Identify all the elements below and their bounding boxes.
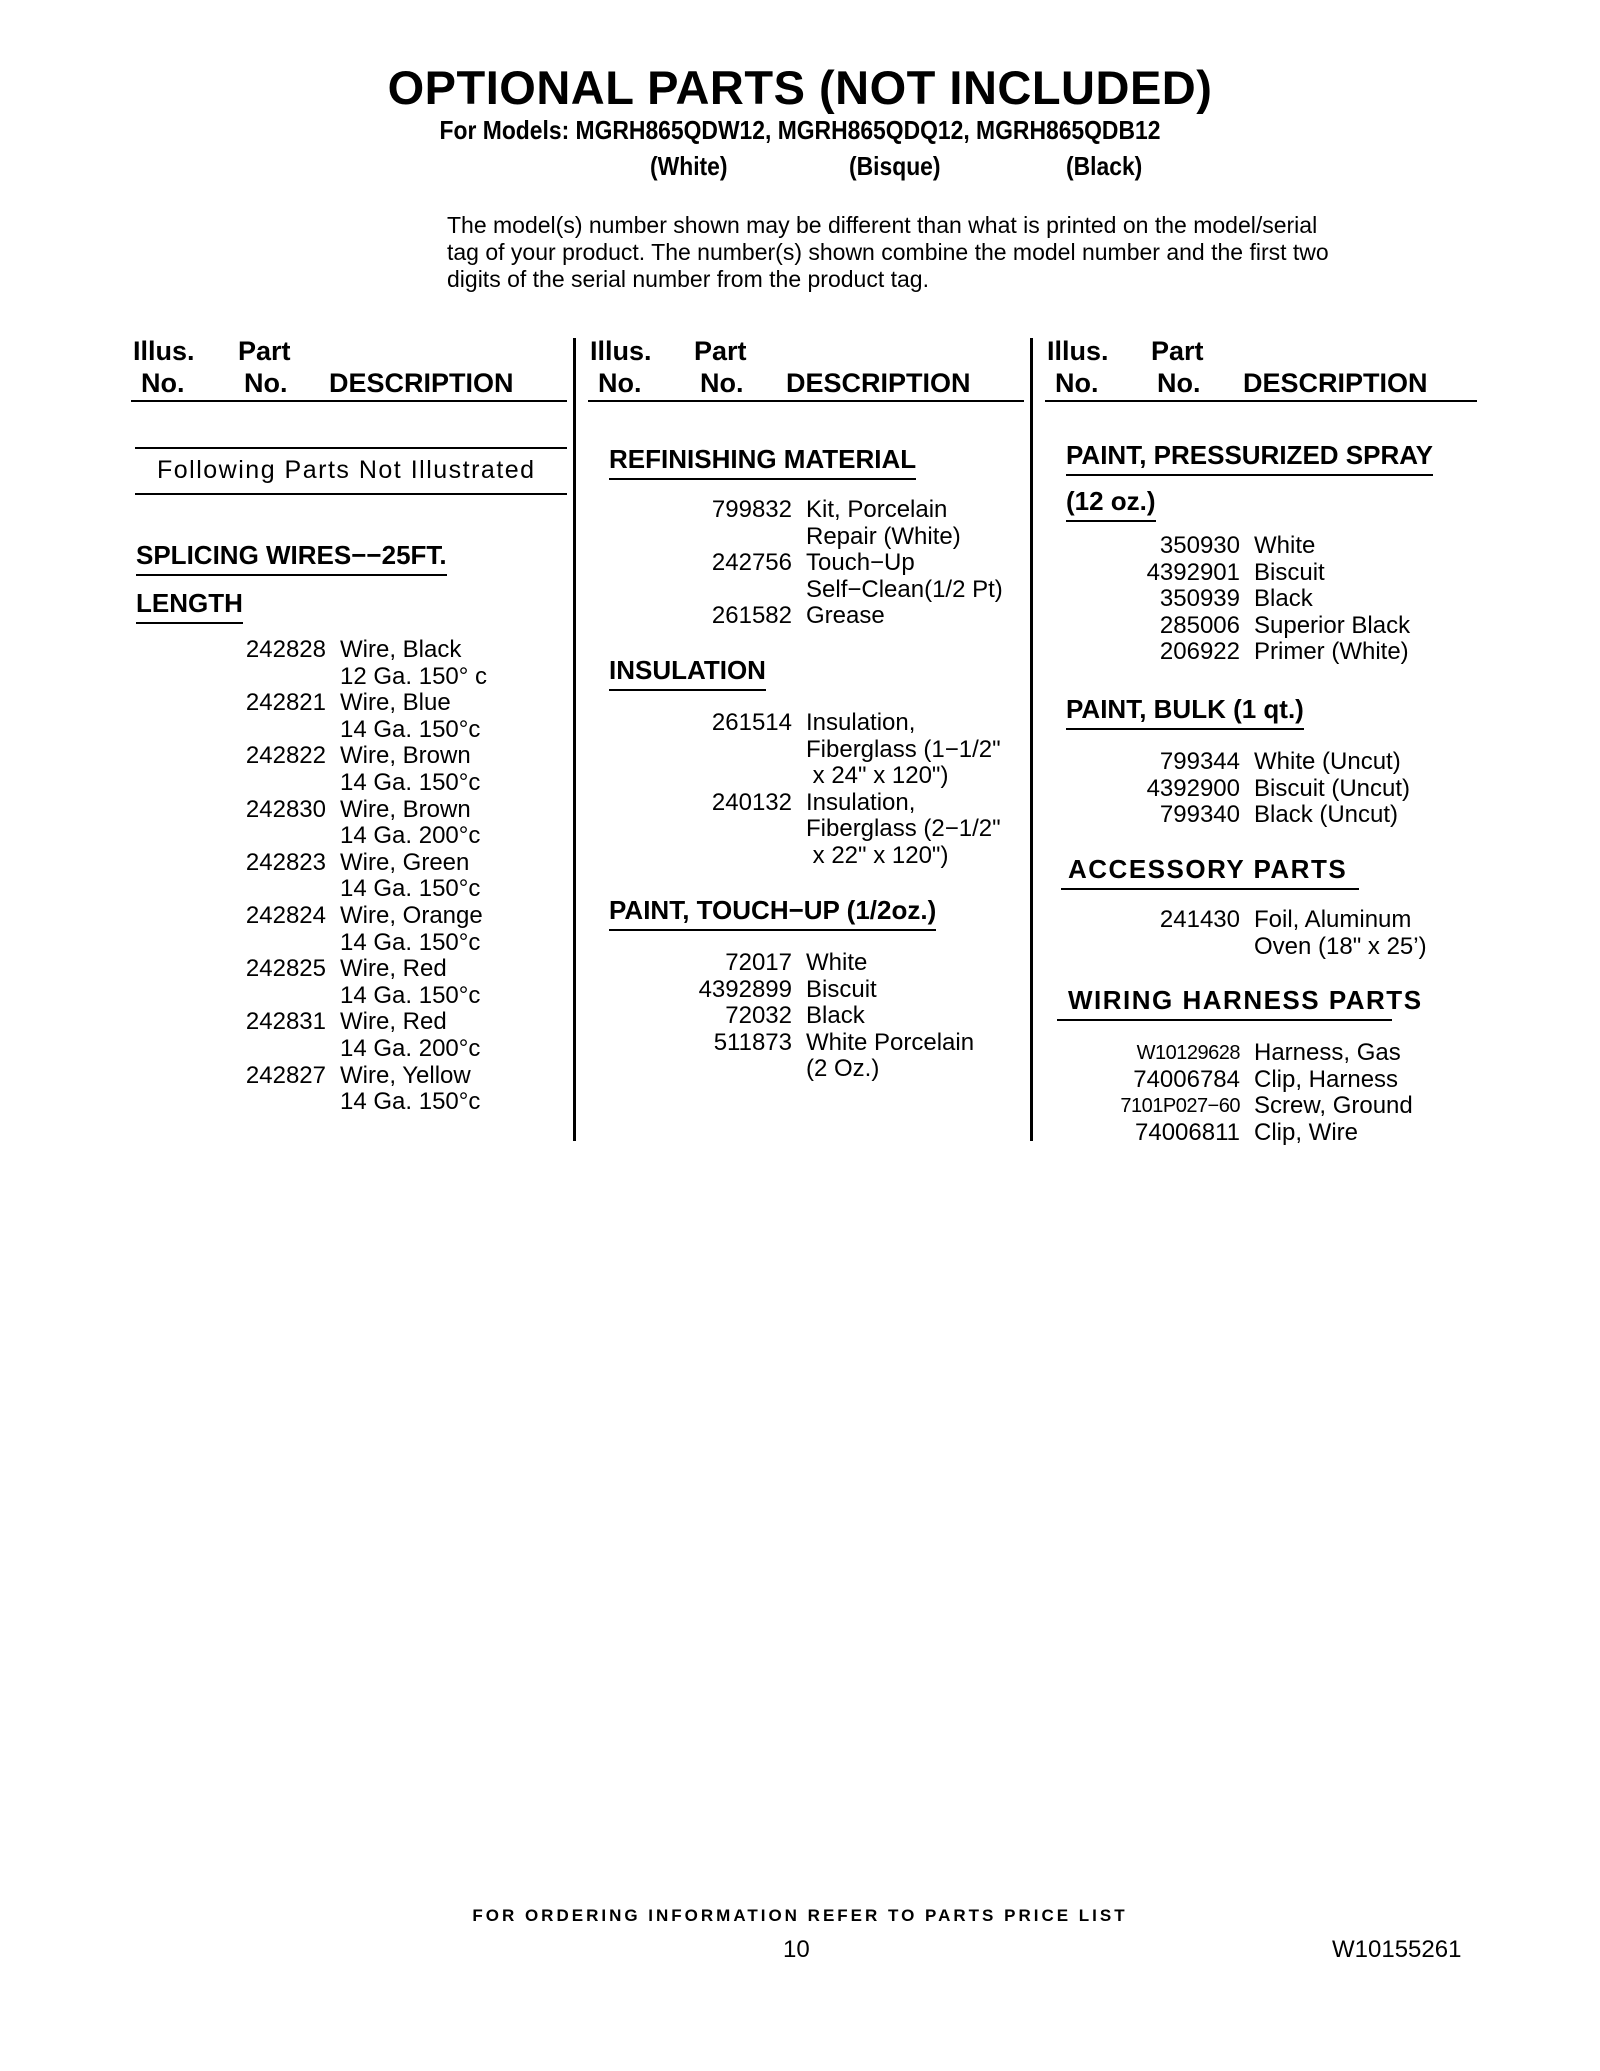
- part-description: Insulation, Fiberglass (2−1/2" x 22" x 120"): [806, 788, 1001, 869]
- part-description: Wire, Black 12 Ga. 150° c: [340, 636, 488, 690]
- wiring-rule: [1057, 1019, 1392, 1021]
- part-number: 285006: [1159, 611, 1240, 639]
- column-divider-1: [573, 338, 576, 1141]
- header-part-label: Part: [694, 336, 747, 366]
- col3-header-part: [1151, 335, 1204, 399]
- col2-header-description: DESCRIPTION: [786, 368, 971, 398]
- part-description: White Porcelain (2 Oz.): [806, 1028, 975, 1083]
- header-illus-label: Illus.: [1047, 336, 1109, 366]
- section-paint-pressurized-spray: [1066, 442, 1433, 522]
- section-title: WIRING HARNESS PARTS: [1068, 985, 1423, 1015]
- part-row: [1120, 776, 1410, 803]
- part-row: [220, 903, 487, 956]
- part-description: White (Uncut): [1254, 748, 1401, 775]
- part-row: [1120, 907, 1427, 960]
- part-number: 242756: [711, 549, 792, 577]
- part-row: [1100, 1040, 1413, 1067]
- col3-header-rule: [1045, 400, 1477, 402]
- part-description: Black: [1254, 585, 1313, 613]
- header-no-label: No.: [244, 368, 288, 398]
- part-number: 799832: [711, 496, 792, 523]
- section-paint-touch-up: [609, 897, 936, 931]
- not-illustrated-label: Following Parts Not Illustrated: [157, 456, 536, 484]
- section-insulation: [609, 657, 766, 691]
- part-number: 72032: [725, 1002, 792, 1030]
- part-number: 799340: [1159, 801, 1240, 829]
- part-description: Foil, Aluminum Oven (18" x 25’): [1254, 906, 1427, 960]
- part-description: Biscuit (Uncut): [1254, 774, 1411, 802]
- part-row: [220, 850, 487, 903]
- part-description: Clip, Wire: [1254, 1118, 1359, 1146]
- part-number: 261582: [711, 602, 792, 630]
- parts-list-accessory: [1120, 907, 1427, 960]
- part-row: [220, 690, 487, 743]
- part-number: 242824: [245, 901, 326, 929]
- part-description: Black: [806, 1002, 865, 1030]
- col2-header-part: [694, 335, 747, 399]
- section-title-line2: (12 oz.): [1066, 488, 1156, 522]
- part-description: White: [1254, 532, 1316, 559]
- col2-header-illus: [590, 335, 652, 399]
- page-title: OPTIONAL PARTS (NOT INCLUDED): [387, 61, 1213, 114]
- part-description: Wire, Brown 14 Ga. 150°c: [340, 742, 481, 796]
- part-row: [220, 956, 487, 1009]
- col2-header-rule: [588, 400, 1024, 402]
- accessory-rule: [1061, 888, 1359, 890]
- header-part-label: Part: [1151, 336, 1204, 366]
- part-row: [220, 743, 487, 796]
- part-description: Harness, Gas: [1254, 1039, 1401, 1066]
- section-wiring-harness-parts: [1068, 987, 1423, 1019]
- part-description: Screw, Ground: [1254, 1092, 1413, 1120]
- parts-list-wiring: [1100, 1040, 1413, 1146]
- part-number: 4392901: [1146, 558, 1240, 586]
- part-description: Biscuit: [1254, 558, 1325, 586]
- part-row: [680, 497, 1003, 550]
- parts-list-splicing: [220, 637, 487, 1116]
- part-number: 242821: [245, 689, 326, 717]
- not-illustrated-bottom-rule: [135, 493, 567, 495]
- part-number: 206922: [1159, 638, 1240, 666]
- col1-header-illus: [133, 335, 195, 399]
- part-number: 242825: [245, 955, 326, 983]
- section-title: REFINISHING MATERIAL: [609, 446, 916, 480]
- part-number: 7101P027−60: [1120, 1095, 1240, 1118]
- parts-list-touch-up: [680, 950, 974, 1083]
- header-illus-label: Illus.: [590, 336, 652, 366]
- ordering-info-footer: FOR ORDERING INFORMATION REFER TO PARTS PRICE LIST: [472, 1906, 1128, 1925]
- header-no-label: No.: [1055, 368, 1099, 398]
- section-title: ACCESSORY PARTS: [1068, 854, 1348, 884]
- col3-header-description: DESCRIPTION: [1243, 368, 1428, 398]
- part-description: Black (Uncut): [1254, 801, 1399, 829]
- parts-list-refinishing: [680, 497, 1003, 630]
- models-line: For Models: MGRH865QDW12, MGRH865QDQ12, MGRH865QDB12: [439, 115, 1161, 145]
- section-title: PAINT, BULK (1 qt.): [1066, 696, 1304, 730]
- part-description: Superior Black: [1254, 611, 1411, 639]
- part-description: Wire, Blue 14 Ga. 150°c: [340, 689, 481, 743]
- part-number: 4392900: [1146, 774, 1240, 802]
- section-title: PAINT, TOUCH−UP (1/2oz.): [609, 897, 936, 931]
- part-number: 74006811: [1135, 1118, 1240, 1146]
- part-number: 350939: [1159, 585, 1240, 613]
- variant-white: (White): [650, 151, 728, 181]
- part-row: [1120, 802, 1410, 829]
- part-row: [1120, 749, 1410, 776]
- part-row: [220, 1009, 487, 1062]
- model-number-note: The model(s) number shown may be different than what is printed on the model/serial tag of your product. The number(s) shown combine the model number and the first two digits of the serial number from the product tag.: [447, 212, 1329, 292]
- part-description: Insulation, Fiberglass (1−1/2" x 24" x 120"): [806, 709, 1001, 790]
- part-row: [220, 797, 487, 850]
- part-row: [680, 790, 1001, 870]
- part-row: [680, 1030, 974, 1083]
- section-splicing-wires: [136, 542, 447, 624]
- header-part-label: Part: [238, 336, 291, 366]
- part-row: [680, 710, 1001, 790]
- section-title: SPLICING WIRES−−25FT.: [136, 542, 447, 576]
- part-number: 242827: [245, 1061, 326, 1089]
- variant-bisque: (Bisque): [849, 151, 941, 181]
- part-description: Touch−Up Self−Clean(1/2 Pt): [806, 549, 1003, 603]
- header-no-label: No.: [700, 368, 744, 398]
- col1-header-part: [238, 335, 291, 399]
- part-row: [1120, 533, 1410, 560]
- part-description: Wire, Orange 14 Ga. 150°c: [340, 901, 483, 956]
- part-number: 242831: [245, 1008, 326, 1036]
- header-no-label: No.: [1157, 368, 1201, 398]
- page-number: 10: [783, 1936, 810, 1963]
- header-no-label: No.: [141, 368, 185, 398]
- col1-header-description: DESCRIPTION: [329, 368, 514, 398]
- part-number: 242822: [245, 742, 326, 770]
- part-row: [1100, 1093, 1413, 1120]
- part-row: [680, 977, 974, 1004]
- part-row: [1100, 1120, 1413, 1147]
- part-number: 350930: [1159, 532, 1240, 559]
- part-number: 261514: [711, 709, 792, 736]
- part-number: W10129628: [1136, 1042, 1240, 1064]
- part-description: Kit, Porcelain Repair (White): [806, 496, 961, 550]
- part-number: 241430: [1159, 906, 1240, 933]
- part-row: [680, 950, 974, 977]
- part-description: Clip, Harness: [1254, 1065, 1399, 1093]
- part-description: Wire, Brown 14 Ga. 200°c: [340, 795, 481, 850]
- part-number: 242828: [245, 636, 326, 663]
- part-number: 511873: [713, 1028, 792, 1056]
- header-no-label: No.: [598, 368, 642, 398]
- part-row: [680, 550, 1003, 603]
- part-row: [1120, 639, 1410, 666]
- variant-black: (Black): [1066, 151, 1143, 181]
- part-number: 799344: [1159, 748, 1240, 775]
- not-illustrated-top-rule: [135, 447, 567, 449]
- section-refinishing-material: [609, 446, 916, 480]
- parts-list-insulation: [680, 710, 1001, 870]
- parts-list-bulk: [1120, 749, 1410, 829]
- section-title: PAINT, PRESSURIZED SPRAY: [1066, 442, 1433, 476]
- part-row: [1120, 613, 1410, 640]
- part-number: 240132: [711, 788, 792, 816]
- section-title: INSULATION: [609, 657, 766, 691]
- section-paint-bulk: [1066, 696, 1304, 730]
- part-number: 72017: [725, 949, 792, 976]
- parts-list-spray: [1120, 533, 1410, 666]
- part-row: [1120, 560, 1410, 587]
- section-accessory-parts: [1068, 856, 1347, 888]
- part-description: White: [806, 949, 868, 976]
- part-row: [220, 1063, 487, 1116]
- part-description: Wire, Green 14 Ga. 150°c: [340, 848, 481, 903]
- col1-header-rule: [131, 400, 567, 402]
- part-row: [1120, 586, 1410, 613]
- part-number: 4392899: [698, 975, 792, 1003]
- part-number: 74006784: [1133, 1065, 1240, 1093]
- part-description: Primer (White): [1254, 638, 1409, 666]
- part-description: Wire, Yellow 14 Ga. 150°c: [340, 1061, 481, 1116]
- document-number: W10155261: [1332, 1936, 1462, 1963]
- part-description: Grease: [806, 602, 885, 630]
- header-illus-label: Illus.: [133, 336, 195, 366]
- part-description: Biscuit: [806, 975, 877, 1003]
- part-description: Wire, Red 14 Ga. 200°c: [340, 1008, 481, 1062]
- part-row: [220, 637, 487, 690]
- part-number: 242823: [245, 848, 326, 876]
- col3-header-illus: [1047, 335, 1109, 399]
- part-row: [680, 1003, 974, 1030]
- column-divider-2: [1030, 338, 1033, 1141]
- part-row: [680, 603, 1003, 630]
- section-title-line2: LENGTH: [136, 590, 243, 624]
- part-number: 242830: [245, 795, 326, 823]
- part-description: Wire, Red 14 Ga. 150°c: [340, 955, 481, 1009]
- part-row: [1100, 1067, 1413, 1094]
